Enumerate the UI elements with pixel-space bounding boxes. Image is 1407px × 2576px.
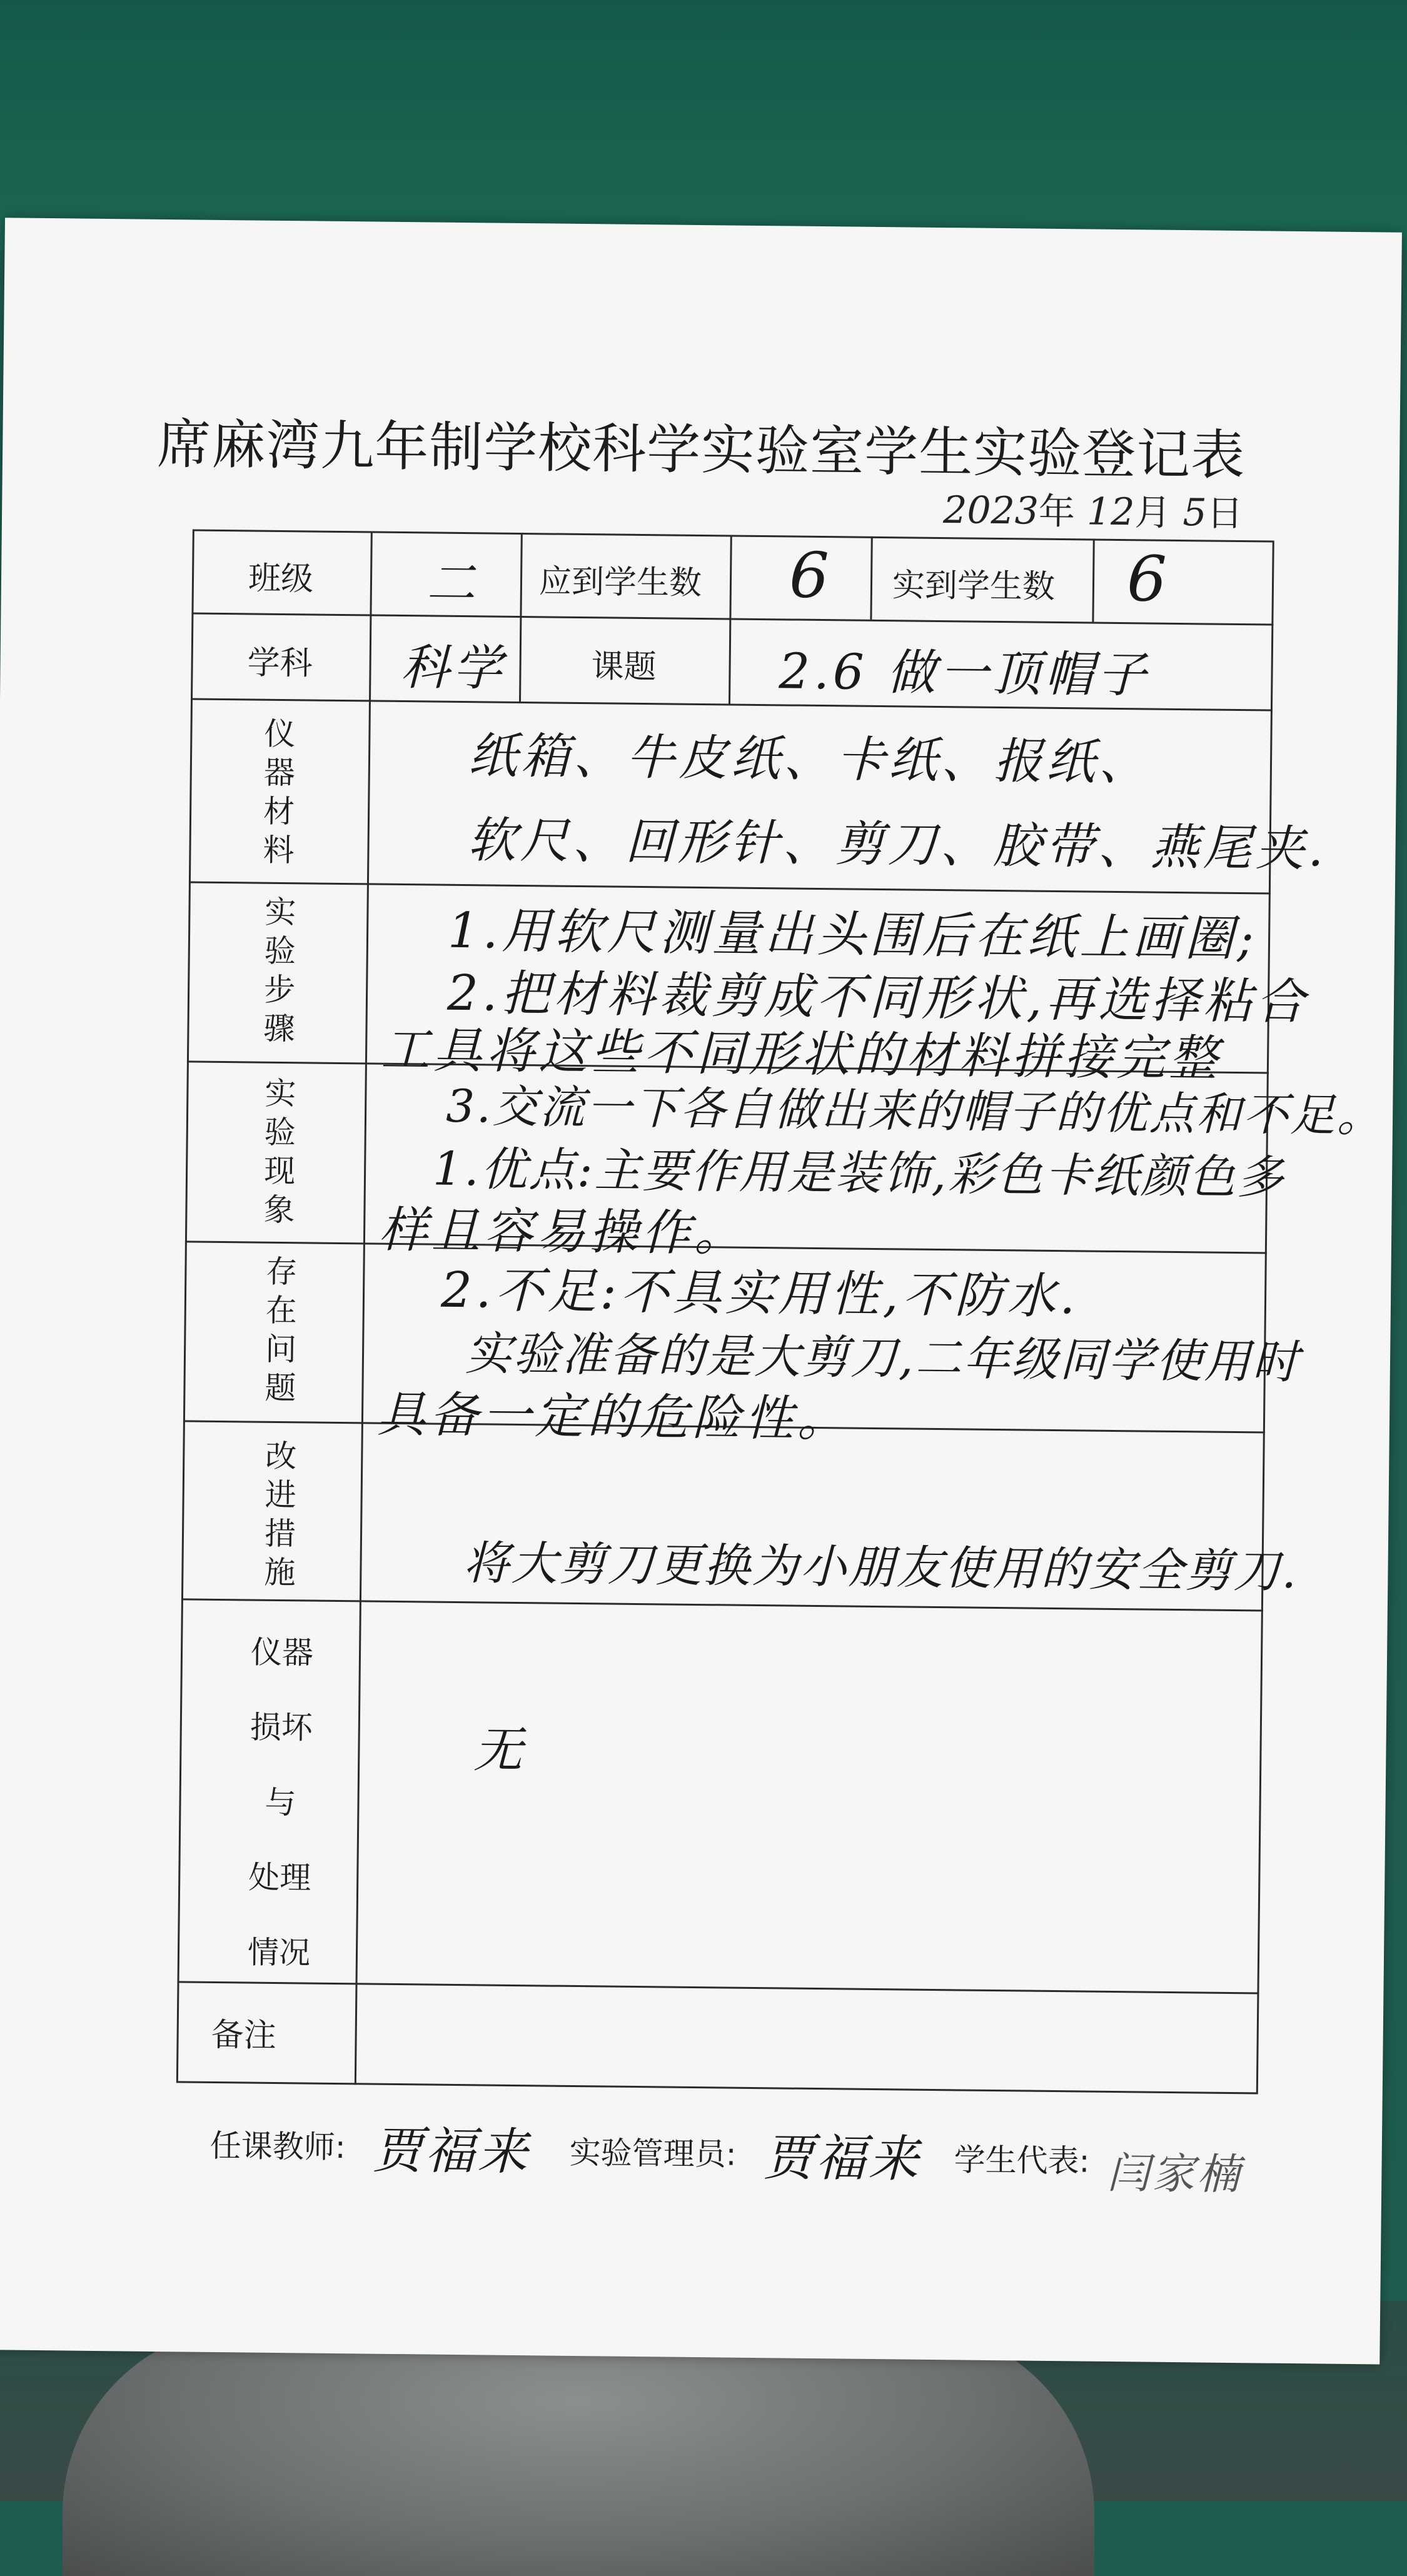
subject-value: 科学 (400, 639, 507, 697)
topic-label: 课题 (591, 648, 657, 687)
date-year-unit: 年 (1038, 490, 1076, 533)
actual-students-label: 实到学生数 (892, 566, 1056, 606)
form-title: 席麻湾九年制学校科学实验室学生实验登记表 (156, 413, 1246, 488)
label-char: 改 (265, 1437, 297, 1475)
improvement-line-1: 将大剪刀更换为小朋友使用的安全剪刀. (463, 1536, 1299, 1599)
label-char: 现 (263, 1152, 296, 1190)
phenomena-line-3: 样且容易操作。 (378, 1202, 747, 1262)
student-rep-label: 学生代表: (954, 2141, 1090, 2180)
label-char: 验 (264, 932, 296, 970)
steps-line-2: 2.把材料裁剪成不同形状,再选择粘合 (446, 965, 1309, 1031)
label-text: 仪器 (250, 1634, 314, 1671)
label-char: 施 (264, 1554, 296, 1591)
label-char: 骤 (263, 1010, 295, 1047)
date-day: 5 (1183, 491, 1208, 535)
improvement-label (261, 1437, 300, 1592)
label-char: 仪 (264, 715, 296, 753)
topic-value: 2.6 做一顶帽子 (779, 643, 1150, 704)
subject-label: 学科 (247, 644, 313, 683)
label-char: 进 (265, 1476, 296, 1514)
label-char: 象 (263, 1191, 295, 1229)
remarks-label: 备注 (211, 2016, 276, 2055)
admin-label: 实验管理员: (569, 2134, 737, 2173)
student-rep-signature: 闫家楠 (1106, 2148, 1243, 2200)
label-text: 与 (265, 1784, 296, 1821)
problems-line-1: 2.不足:不具实用性,不防水. (440, 1262, 1079, 1326)
label-text: 情况 (247, 1934, 311, 1971)
problems-line-2: 实验准备的是大剪刀,二年级同学使用时 (465, 1327, 1301, 1390)
registration-form-paper (0, 218, 1402, 2364)
date-month: 12 (1086, 490, 1135, 535)
label-char: 实 (265, 893, 296, 931)
label-text: 损坏 (250, 1709, 313, 1746)
problems-line-3: 具备一定的危险性。 (376, 1386, 850, 1448)
desk-background (0, 0, 1407, 250)
steps-line-3: 工具将这些不同形状的材料拼接完整 (380, 1022, 1222, 1087)
label-char: 措 (264, 1515, 296, 1552)
knee-in-frame (63, 2326, 1094, 2576)
problems-label (261, 1252, 301, 1408)
date-month-unit: 月 (1134, 491, 1171, 534)
label-char: 验 (264, 1114, 296, 1151)
actual-students-value: 6 (1126, 542, 1171, 616)
label-char: 器 (263, 754, 296, 792)
class-value: 二 (426, 555, 480, 613)
class-label: 班级 (248, 560, 314, 598)
label-char: 料 (263, 832, 295, 869)
instruments-line-1: 纸箱、牛皮纸、卡纸、报纸、 (468, 728, 1152, 792)
instruments-line-2: 软尺、回形针、剪刀、胶带、燕尾夹. (467, 812, 1328, 878)
damage-label (238, 1614, 323, 1990)
label-char: 在 (265, 1292, 298, 1329)
label-text: 处理 (248, 1859, 311, 1896)
teacher-label: 任课教师: (209, 2127, 346, 2166)
label-char: 材 (263, 793, 295, 830)
phenomena-label (260, 1074, 300, 1230)
form-date (943, 481, 1243, 536)
phenomena-line-1: 3.交流一下各自做出来的帽子的优点和不足。 (445, 1079, 1384, 1142)
expected-students-label: 应到学生数 (538, 563, 702, 602)
instruments-label (260, 715, 299, 870)
label-char: 存 (266, 1253, 298, 1291)
expected-students-value: 6 (789, 538, 834, 613)
date-year: 2023 (942, 488, 1039, 533)
label-char: 实 (265, 1075, 296, 1112)
label-char: 题 (265, 1369, 296, 1407)
damage-value: 无 (473, 1722, 527, 1779)
phenomena-line-2: 1.优点:主要作用是装饰,彩色卡纸颜色多 (432, 1142, 1286, 1205)
label-char: 步 (263, 971, 296, 1009)
steps-line-1: 1.用软尺测量出头围后在纸上画圈; (447, 902, 1258, 968)
label-char: 问 (265, 1331, 297, 1368)
steps-label (260, 893, 300, 1049)
date-day-unit: 日 (1206, 491, 1244, 535)
teacher-signature: 贾福来 (372, 2121, 531, 2181)
admin-signature: 贾福来 (763, 2128, 922, 2188)
